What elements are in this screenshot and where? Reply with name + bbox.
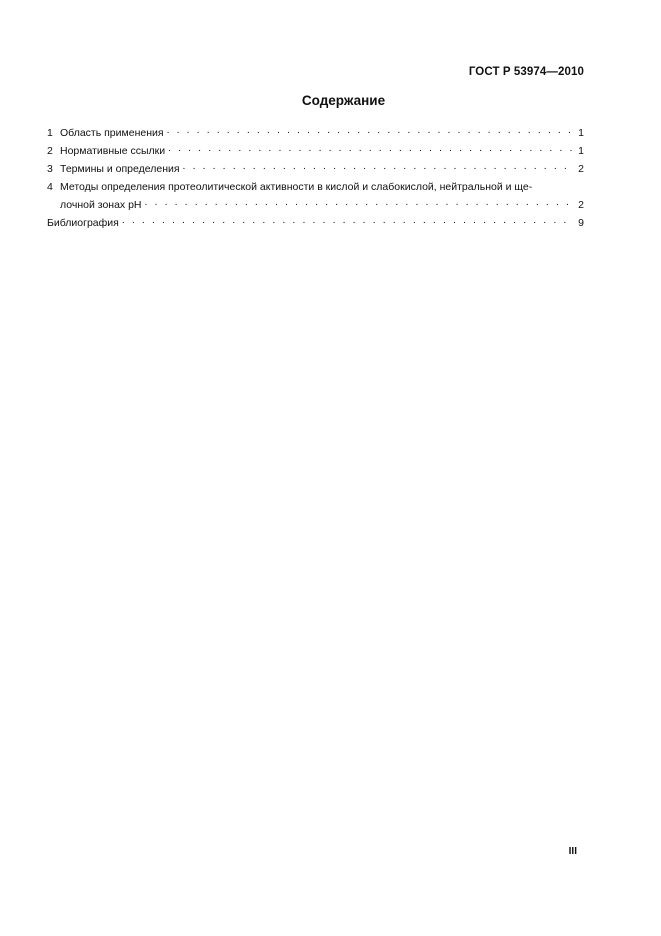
table-of-contents: [47, 124, 584, 232]
toc-dot-leader: [122, 214, 573, 226]
toc-entry-number: 2: [47, 145, 53, 157]
toc-dot-leader: [183, 160, 573, 172]
toc-entry-page: 9: [578, 217, 584, 229]
toc-entry-text-continued: лочной зонах pH: [60, 199, 142, 211]
toc-entry-text: Библиография: [47, 217, 119, 229]
toc-dot-leader: [168, 142, 573, 154]
toc-entry-text: Методы определения протеолитической активности в кислой и слабокислой, нейтральной и ще-: [60, 181, 533, 193]
toc-title: Содержание: [301, 93, 386, 108]
toc-dot-leader: [145, 196, 573, 208]
toc-entry-page: 1: [578, 145, 584, 157]
toc-entry-4-line-1[interactable]: [47, 178, 584, 196]
standard-code: ГОСТ Р 53974—2010: [468, 66, 584, 78]
toc-entry-page: 1: [578, 127, 584, 139]
toc-entry-page: 2: [578, 163, 584, 175]
toc-entry-text: Термины и определения: [60, 163, 180, 175]
toc-entry-4-line-2[interactable]: [47, 196, 584, 214]
toc-entry-1[interactable]: [47, 124, 584, 142]
toc-entry-number: 3: [47, 163, 53, 175]
toc-entry-number: 1: [47, 127, 53, 139]
toc-entry-page: 2: [578, 199, 584, 211]
toc-dot-leader: [167, 124, 573, 136]
toc-entry-text: Нормативные ссылки: [60, 145, 166, 157]
toc-entry-text: Область применения: [60, 127, 164, 139]
page-number: III: [568, 846, 577, 857]
toc-entry-bibliography[interactable]: [47, 214, 584, 232]
toc-entry-3[interactable]: [47, 160, 584, 178]
toc-entry-2[interactable]: [47, 142, 584, 160]
toc-entry-number: 4: [47, 181, 53, 193]
